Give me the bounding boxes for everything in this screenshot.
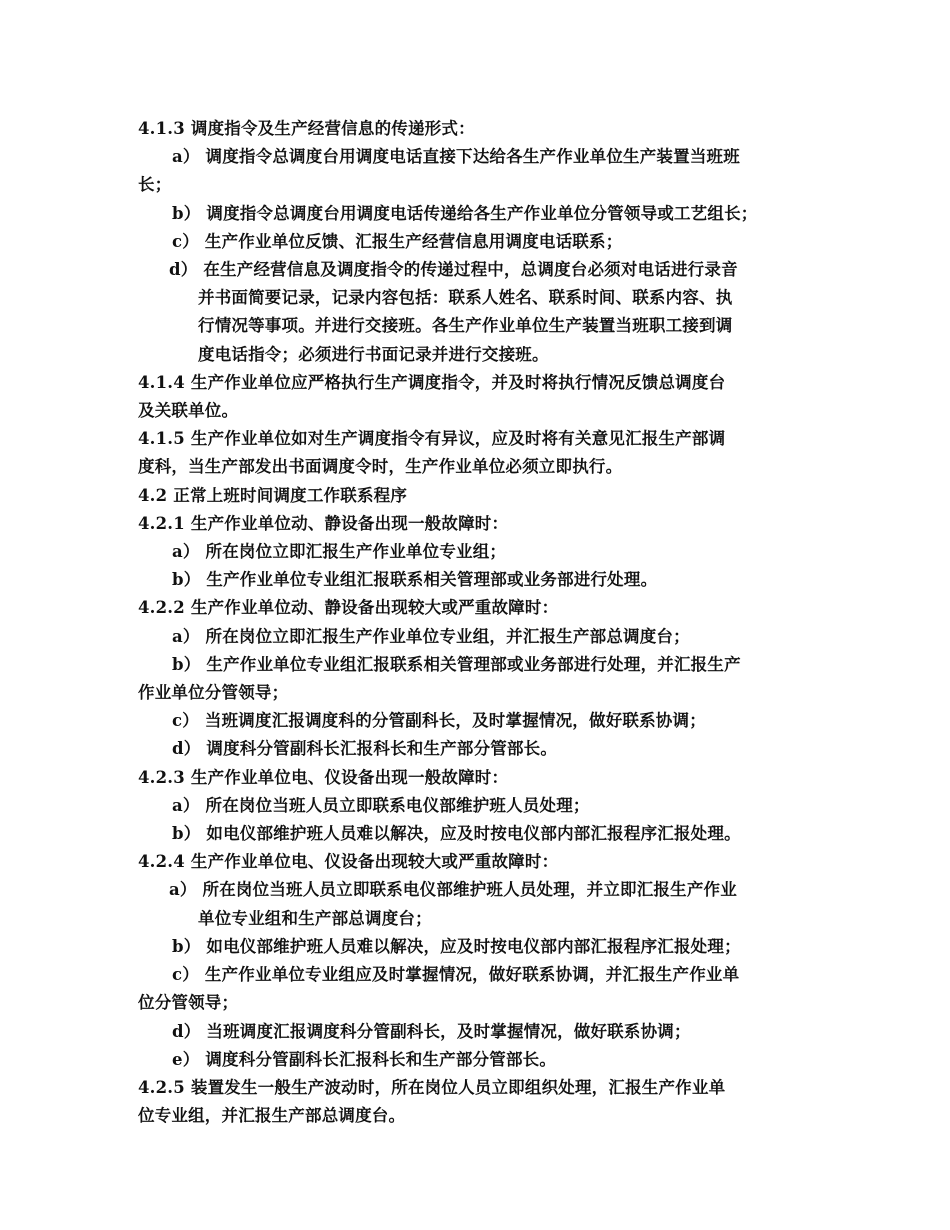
section-4-2-heading: 4.2 正常上班时间调度工作联系程序: [138, 485, 408, 505]
clause-4-1-5: 4.1.5 生产作业单位如对生产调度指令有异议，应及时将有关意见汇报生产部调: [138, 429, 726, 449]
list-item-a: a） 所在岗位立即汇报生产作业单位专业组，并汇报生产部总调度台；: [172, 626, 690, 646]
clause-4-1-3-heading: 4.1.3 调度指令及生产经营信息的传递形式：: [138, 119, 475, 138]
document-body: [138, 115, 828, 1130]
list-item-b: b） 生产作业单位专业组汇报联系相关管理部或业务部进行处理。: [172, 570, 658, 590]
list-item-e: e） 调度科分管副科长汇报科长和生产部分管部长。: [172, 1049, 557, 1069]
list-item-b: b） 调度指令总调度台用调度电话传递给各生产作业单位分管领导或工艺组长；: [172, 203, 758, 223]
list-item-c: c） 生产作业单位反馈、汇报生产经营信息用调度电话联系；: [172, 231, 623, 251]
list-item-d: d） 调度科分管副科长汇报科长和生产部分管部长。: [172, 739, 558, 759]
clause-4-2-4: 4.2.4 生产作业单位电、仪设备出现较大或严重故障时：: [138, 852, 559, 872]
list-item-c: c） 当班调度汇报调度科的分管副科长，及时掌握情况，做好联系协调；: [172, 711, 706, 731]
list-item-d: d） 当班调度汇报调度科分管副科长，及时掌握情况，做好联系协调；: [172, 1021, 691, 1041]
clause-4-1-5-continued: 度科，当生产部发出书面调度令时，生产作业单位必须立即执行。: [138, 457, 623, 477]
list-item-a-continued: 单位专业组和生产部总调度台；: [198, 908, 432, 928]
clause-4-2-5: 4.2.5 装置发生一般生产波动时，所在岗位人员立即组织处理，汇报生产作业单: [138, 1077, 726, 1097]
list-item-d: d） 在生产经营信息及调度指令的传递过程中，总调度台必须对电话进行录音: [169, 260, 738, 280]
list-item-d-continued: 度电话指令；必须进行书面记录并进行交接班。: [198, 344, 549, 364]
list-item-a: a） 所在岗位立即汇报生产作业单位专业组；: [172, 542, 507, 562]
list-item-c-continued: 位分管领导；: [138, 993, 239, 1013]
list-item-d-continued: 行情况等事项。并进行交接班。各生产作业单位生产装置当班职工接到调: [198, 316, 733, 336]
clause-4-2-1: 4.2.1 生产作业单位动、静设备出现一般故障时：: [138, 513, 509, 533]
clause-4-1-4-continued: 及关联单位。: [138, 401, 239, 421]
clause-4-2-2: 4.2.2 生产作业单位动、静设备出现较大或严重故障时：: [138, 598, 559, 618]
clause-4-2-3: 4.2.3 生产作业单位电、仪设备出现一般故障时：: [138, 767, 509, 787]
list-item-a: a） 所在岗位当班人员立即联系电仪部维护班人员处理，并立即汇报生产作业: [169, 880, 737, 900]
list-item-a-continued: 长；: [138, 175, 172, 195]
list-item-b: b） 如电仪部维护班人员难以解决，应及时按电仪部内部汇报程序汇报处理；: [172, 936, 741, 956]
list-item-c: c） 生产作业单位专业组应及时掌握情况，做好联系协调，并汇报生产作业单: [172, 965, 740, 985]
list-item-b: b） 如电仪部维护班人员难以解决，应及时按电仪部内部汇报程序汇报处理。: [172, 824, 741, 844]
list-item-d-continued: 并书面简要记录，记录内容包括：联系人姓名、联系时间、联系内容、执: [198, 288, 733, 308]
list-item-a: a） 所在岗位当班人员立即联系电仪部维护班人员处理；: [172, 795, 590, 815]
clause-4-1-4: 4.1.4 生产作业单位应严格执行生产调度指令，并及时将执行情况反馈总调度台: [138, 372, 726, 392]
list-item-b-continued: 作业单位分管领导；: [138, 683, 289, 703]
list-item-a: a） 调度指令总调度台用调度电话直接下达给各生产作业单位生产装置当班班: [172, 147, 740, 167]
list-item-b: b） 生产作业单位专业组汇报联系相关管理部或业务部进行处理，并汇报生产: [172, 654, 741, 674]
clause-4-2-5-continued: 位专业组，并汇报生产部总调度台。: [138, 1106, 406, 1126]
